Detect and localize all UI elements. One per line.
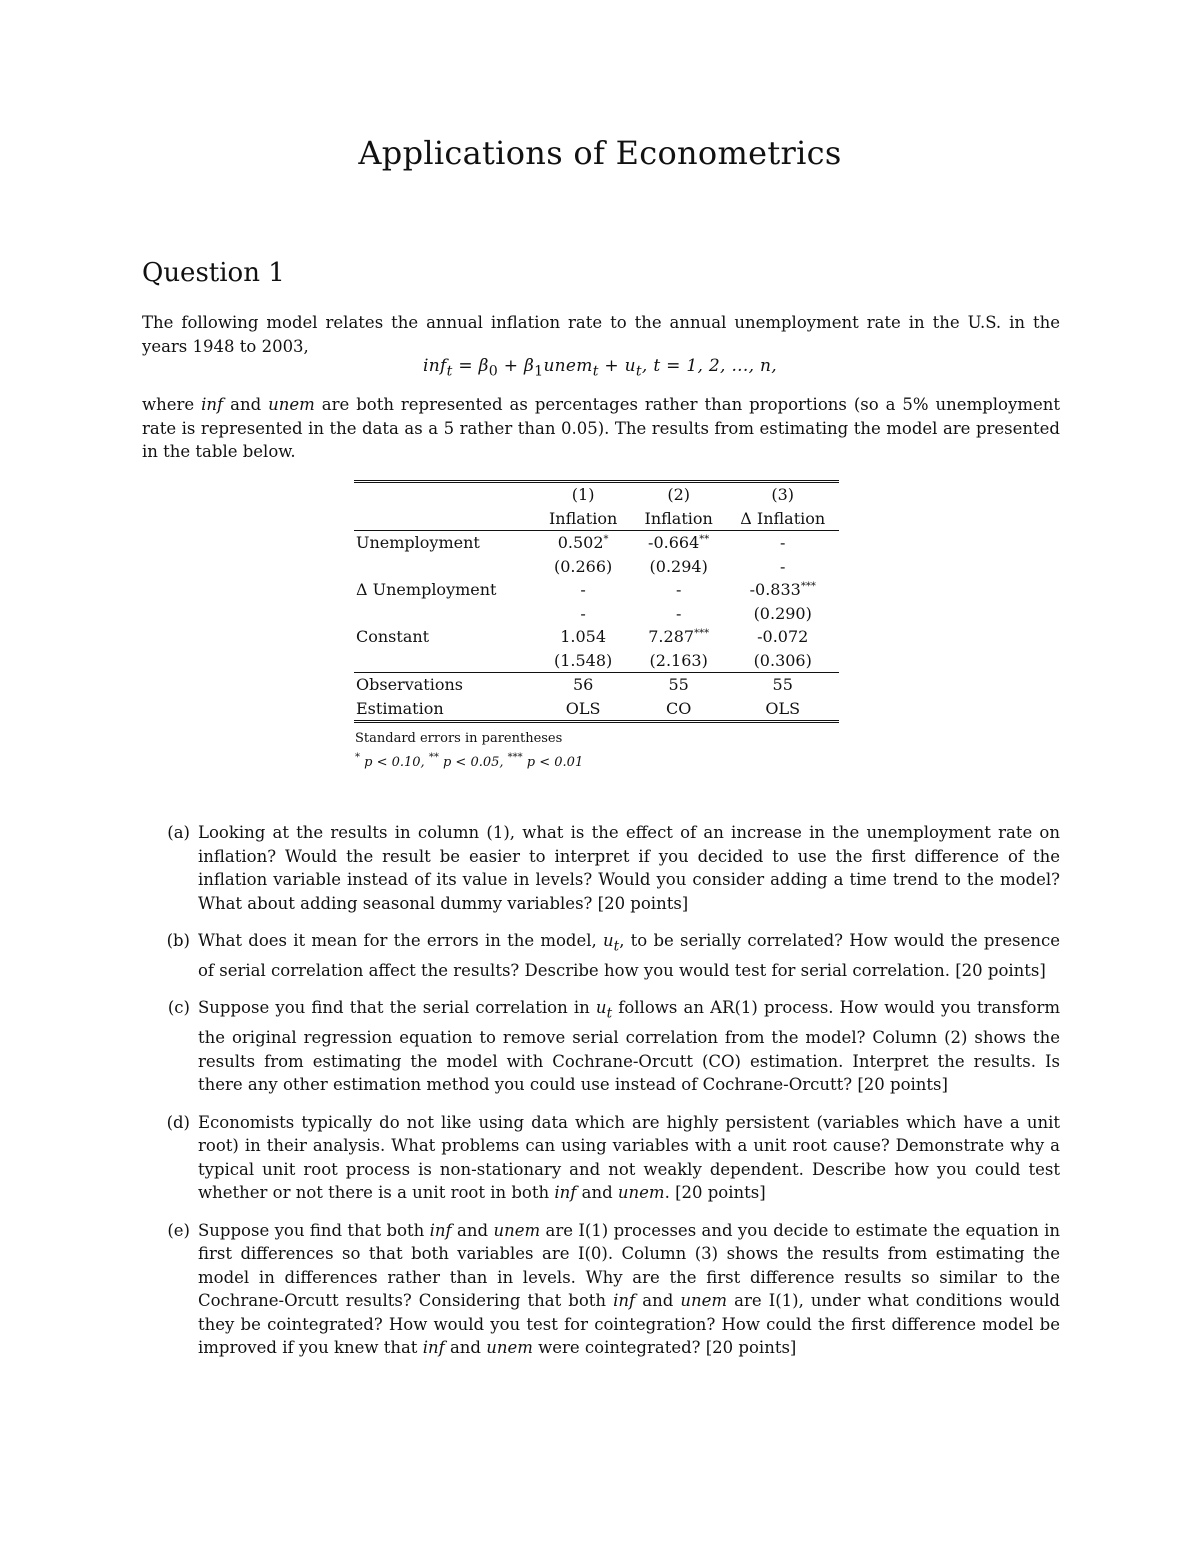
table-notes xyxy=(355,727,583,775)
eq-beta0: β xyxy=(478,356,489,376)
question-heading: Question 1 xyxy=(142,258,285,288)
sig-text-3: p < 0.01 xyxy=(522,755,584,770)
table-cell: 55 xyxy=(772,675,793,694)
question-item xyxy=(142,996,1060,1096)
math-variable: unem xyxy=(493,1220,541,1240)
row-label xyxy=(354,649,535,673)
text-segment: What does it mean for the errors in the model, xyxy=(198,931,604,950)
math-variable: unem xyxy=(617,1183,665,1203)
row-label: Δ Unemployment xyxy=(356,580,497,599)
table-cell xyxy=(726,602,839,626)
cell-value: 0.502 xyxy=(557,533,604,552)
question-label: (a) xyxy=(167,823,190,842)
sig-text-2: p < 0.05, xyxy=(438,755,508,770)
intro-paragraph: The following model relates the annual inflation rate to the annual unemployment rate in the U.S. in the years 1948 to 2003, xyxy=(142,313,1060,356)
table-cell xyxy=(726,531,839,555)
question-text xyxy=(198,929,1060,982)
eq-lhs-sub: t xyxy=(446,363,453,380)
cell-value: -0.072 xyxy=(757,627,809,646)
eq-plus-2: + xyxy=(598,356,625,376)
document-title: Applications of Econometrics xyxy=(358,134,842,172)
table-cell xyxy=(631,602,727,626)
table-row xyxy=(354,531,839,555)
question-item xyxy=(142,1111,1060,1205)
eq-lhs: inf xyxy=(423,356,447,376)
text-segment: and xyxy=(451,1220,494,1240)
cell-value: - xyxy=(675,580,682,599)
cell-value: - xyxy=(780,556,786,576)
math-variable: u xyxy=(595,998,607,1018)
table-row xyxy=(354,555,839,579)
def-text-3: are both represented as percentages rather than proportions (so a 5% unemployment rate is represented in the data as a 5 rather than 0.05). The results from estimating the model are presented in the table below. xyxy=(142,395,1060,461)
significance-stars: *** xyxy=(694,628,710,639)
row-label xyxy=(354,555,535,579)
text-segment: follows an AR(1) process. How would you transform the original regression equation to remove serial correlation from the model? Column (2) shows the results from estimating the model with Cochrane-Orcutt (CO) estimation. Interpret the results. Is there any other estimation method you could use instead of Cochrane-Orcutt? [20 points] xyxy=(198,998,1060,1095)
math-variable: t xyxy=(606,1005,613,1022)
note-standard-errors: Standard errors in parentheses xyxy=(355,731,563,746)
col-name: Δ Inflation xyxy=(726,507,839,531)
math-variable: inf xyxy=(429,1220,452,1240)
question-text xyxy=(198,996,1060,1096)
question-item xyxy=(142,821,1060,915)
question-text xyxy=(198,1111,1060,1205)
cell-value: (2.163) xyxy=(649,650,708,670)
question-list xyxy=(142,821,1060,1374)
table-cell xyxy=(631,531,727,555)
table-cell xyxy=(631,649,727,673)
row-label: Estimation xyxy=(354,697,535,722)
def-text-1: where xyxy=(142,395,202,414)
col-number: (1) xyxy=(571,485,595,504)
table-row xyxy=(354,602,839,626)
question-label: (d) xyxy=(166,1112,190,1132)
eq-beta1: β xyxy=(523,356,535,376)
table-footer-row xyxy=(354,673,839,697)
table-cell: CO xyxy=(631,697,727,722)
table-cell xyxy=(535,625,631,649)
table-row xyxy=(354,625,839,649)
table-header-names xyxy=(354,507,839,531)
table-cell xyxy=(726,625,839,649)
table-cell xyxy=(535,555,631,579)
question-label: (e) xyxy=(167,1220,190,1240)
question-text xyxy=(198,1219,1060,1360)
significance-stars: *** xyxy=(800,581,816,592)
eq-unem-sub: t xyxy=(592,363,599,380)
cell-value: - xyxy=(580,603,586,623)
table-cell: 55 xyxy=(668,675,689,694)
question-item xyxy=(142,1219,1060,1360)
text-segment: were cointegrated? [20 points] xyxy=(532,1338,797,1358)
text-segment: Suppose you find that the serial correlation in xyxy=(198,998,596,1018)
row-label xyxy=(354,602,535,626)
table-cell xyxy=(631,625,727,649)
table-cell xyxy=(631,555,727,579)
cell-value: - xyxy=(675,603,682,623)
definition-paragraph xyxy=(142,393,1060,464)
eq-beta0-sub: 0 xyxy=(488,363,499,380)
math-variable: inf xyxy=(613,1291,636,1311)
cell-value: - xyxy=(580,580,586,599)
text-segment: and xyxy=(635,1291,681,1311)
text-segment: Looking at the results in column (1), what is the effect of an increase in the unemployment rate on inflation? Would the result be easier to interpret if you decided to use the first difference of the inflation variable instead of its value in levels? Would you consider adding a time trend to the model? What about adding seasonal dummy variables? [20 points] xyxy=(198,823,1060,913)
table-cell: OLS xyxy=(535,697,631,722)
cell-value: - xyxy=(780,533,786,552)
sig-star-1: * xyxy=(355,752,360,763)
question-label: (b) xyxy=(166,931,190,950)
col-name: Inflation xyxy=(631,507,727,531)
table-cell xyxy=(726,578,839,602)
cell-value: 7.287 xyxy=(648,627,695,646)
table-cell xyxy=(726,555,839,579)
sig-star-2: ** xyxy=(428,752,439,763)
col-number: (2) xyxy=(667,485,690,504)
cell-value: (1.548) xyxy=(553,650,613,670)
text-segment: , to be serially correlated? How would the presence of serial correlation affect the results? Describe how you would test for serial correlation. [20 points] xyxy=(198,931,1060,980)
table-row xyxy=(354,578,839,602)
eq-u-sub: t xyxy=(635,363,642,380)
table-header-numbers xyxy=(354,482,839,507)
text-segment: Economists typically do not like using data which are highly persistent (variables which have a unit root) in their analysis. What problems can using variables with a unit root cause? Demonstrate why a typical unit root process is non-stationary and not weakly dependent. Describe how you could test whether or not there is a unit root in both xyxy=(198,1112,1060,1203)
eq-u: u xyxy=(624,356,636,376)
col-name: Inflation xyxy=(535,507,631,531)
question-item xyxy=(142,929,1060,982)
cell-value: (0.266) xyxy=(553,556,613,576)
row-label: Observations xyxy=(356,675,463,694)
eq-equals: = xyxy=(452,356,479,376)
text-segment: Suppose you find that both xyxy=(198,1220,430,1240)
note-significance xyxy=(355,751,583,775)
table-cell xyxy=(535,531,631,555)
table-cell xyxy=(535,578,631,602)
eq-beta1-sub: 1 xyxy=(534,363,544,380)
math-variable: unem xyxy=(680,1291,728,1311)
regression-table xyxy=(354,480,839,723)
table-cell xyxy=(535,649,631,673)
col-number: (3) xyxy=(771,485,795,504)
table-cell xyxy=(631,578,727,602)
eq-rest: , t = 1, 2, ..., n, xyxy=(641,356,777,376)
def-var-unem: unem xyxy=(268,395,315,414)
row-label: Constant xyxy=(356,627,430,646)
significance-stars: ** xyxy=(699,534,710,545)
cell-value: 1.054 xyxy=(560,627,607,646)
eq-plus-1: + xyxy=(498,356,524,376)
text-segment: and xyxy=(576,1183,618,1203)
math-variable: inf xyxy=(554,1183,577,1203)
sig-star-3: *** xyxy=(507,752,523,763)
question-label: (c) xyxy=(167,998,190,1018)
cell-value: (0.290) xyxy=(753,603,812,623)
cell-value: -0.833 xyxy=(749,580,801,599)
sig-text-1: p < 0.10, xyxy=(360,755,429,770)
question-text xyxy=(198,821,1060,915)
text-segment: are I(1) processes and you decide to estimate the equation in first differences so that both variables are I(0). Column (3) shows the results from estimating the model in differences rather than in levels. Why are the first difference results so similar to the Cochrane-Orcutt results? Considering that both xyxy=(198,1220,1060,1311)
text-segment: and xyxy=(444,1338,487,1358)
math-variable: unem xyxy=(486,1338,533,1358)
table-row xyxy=(354,649,839,673)
eq-unem: unem xyxy=(543,356,593,376)
row-label: Unemployment xyxy=(356,533,480,552)
math-variable: u xyxy=(603,931,614,950)
math-variable: inf xyxy=(422,1338,445,1358)
math-variable: t xyxy=(613,938,620,955)
def-text-2: and xyxy=(223,395,269,414)
cell-value: (0.306) xyxy=(753,650,812,670)
table-cell: OLS xyxy=(726,697,839,722)
text-segment: . [20 points] xyxy=(664,1183,766,1203)
table-cell xyxy=(726,649,839,673)
model-equation xyxy=(0,356,1200,379)
table-footer-row xyxy=(354,697,839,722)
table-cell xyxy=(535,602,631,626)
text-segment: are I(1), under what conditions would they be cointegrated? How would you test for cointegration? How could the first difference model be improved if you knew that xyxy=(198,1291,1060,1358)
significance-stars: * xyxy=(603,534,609,545)
table-cell: 56 xyxy=(572,675,594,694)
cell-value: -0.664 xyxy=(648,533,700,552)
cell-value: (0.294) xyxy=(649,556,708,576)
def-var-inf: inf xyxy=(201,395,224,414)
